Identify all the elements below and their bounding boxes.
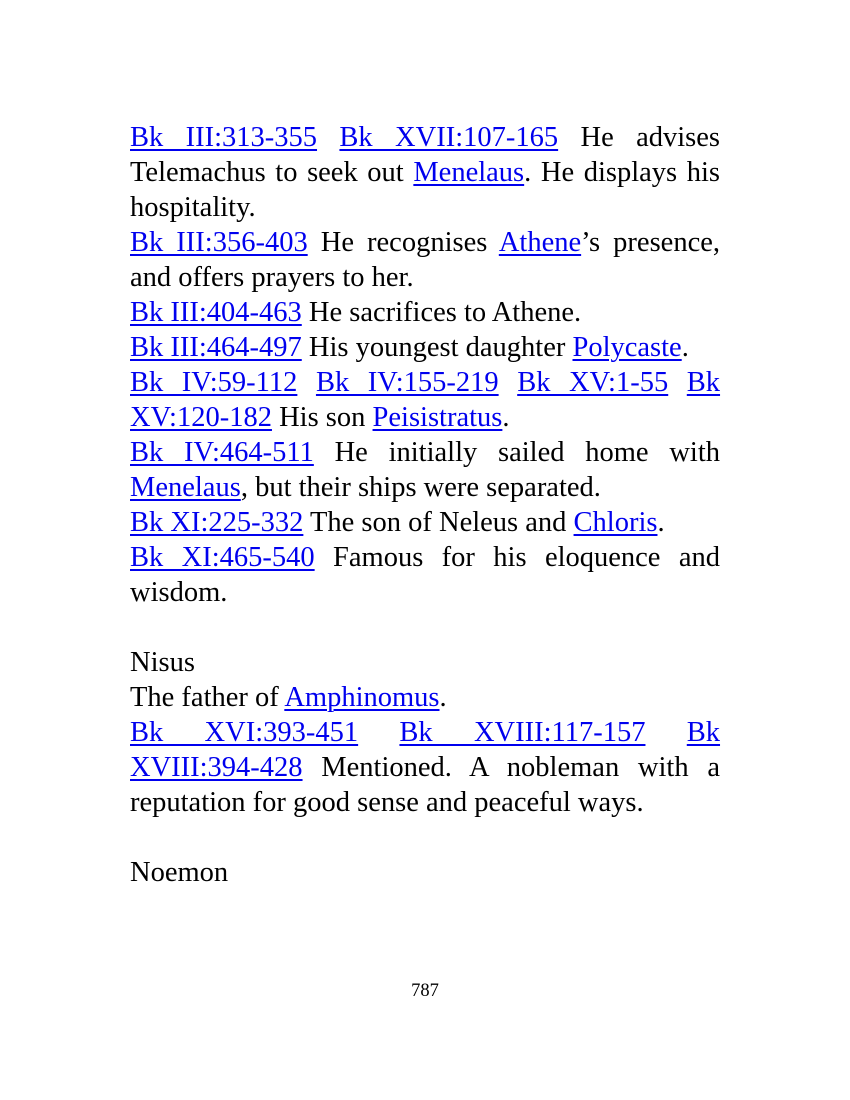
character-link-amphinomus[interactable]: Amphinomus [284, 682, 440, 713]
book-link[interactable]: Bk XVII:107-165 [339, 122, 559, 153]
entry-text: He recognises [307, 227, 499, 258]
entry-son-of-neleus [130, 505, 720, 540]
book-link[interactable]: Bk XI:225-332 [130, 507, 304, 538]
nisus-father-line [130, 680, 720, 715]
entry-eloquence [130, 540, 720, 610]
book-link[interactable]: Bk III:464-497 [130, 332, 302, 363]
book-link[interactable]: Bk XV:120-182 [130, 367, 721, 433]
entry-text: The son of Neleus and [303, 507, 574, 538]
book-link[interactable]: Bk III:356-403 [130, 227, 308, 258]
entry-text: ’s presence, and offers prayers to her. [130, 227, 720, 293]
page-body [130, 120, 720, 890]
book-link[interactable]: Bk XVIII:117-157 [399, 717, 646, 748]
book-link[interactable]: Bk XV:1-55 [517, 367, 669, 398]
character-link-menelaus[interactable]: Menelaus [413, 157, 525, 188]
book-link[interactable]: Bk XI:465-540 [130, 542, 315, 573]
nisus-mentions [130, 715, 720, 820]
entry-text: The father of [130, 682, 285, 713]
book-link[interactable]: Bk IV:59-112 [130, 367, 298, 398]
entry-text: He initially sailed home with [313, 437, 720, 468]
entry-heading-noemon: Noemon [130, 857, 229, 888]
entry-recognises-athene [130, 225, 720, 295]
book-link[interactable]: Bk XVIII:394-428 [130, 717, 721, 783]
character-link-athene[interactable]: Athene [498, 227, 582, 258]
book-link[interactable]: Bk IV:155-219 [315, 367, 499, 398]
character-link-chloris[interactable]: Chloris [573, 507, 658, 538]
entry-youngest-daughter [130, 330, 720, 365]
entry-text: . [657, 507, 665, 538]
entry-text: Famous for his eloquence and wisdom. [130, 542, 720, 608]
entry-text: . [439, 682, 447, 713]
entry-advises-telemachus [130, 120, 720, 225]
entry-text: He sacrifices to Athene. [301, 297, 582, 328]
character-link-menelaus[interactable]: Menelaus [130, 472, 241, 503]
book-link[interactable]: Bk XVI:393-451 [130, 717, 359, 748]
entry-text: His son [271, 402, 373, 433]
book-link[interactable]: Bk IV:464-511 [130, 437, 314, 468]
book-link[interactable]: Bk III:404-463 [130, 297, 302, 328]
entry-text: . [681, 332, 689, 363]
spacer [130, 820, 720, 855]
character-link-polycaste[interactable]: Polycaste [572, 332, 682, 363]
entry-text: . He displays his hospitality. [130, 157, 720, 223]
entry-text: He advises Telemachus to seek out [130, 122, 721, 188]
page-number: 787 [411, 981, 439, 1001]
entry-sailed-home [130, 435, 720, 505]
entry-text: , but their ships were separated. [240, 472, 601, 503]
entry-text: His youngest daughter [301, 332, 573, 363]
character-link-peisistratus[interactable]: Peisistratus [372, 402, 503, 433]
entry-son-peisistratus [130, 365, 720, 435]
entry-text: Mentioned. A nobleman with a reputation for good sense and peaceful ways. [130, 752, 720, 818]
book-link[interactable]: Bk III:313-355 [130, 122, 318, 153]
entry-heading-nisus: Nisus [130, 647, 195, 678]
entry-sacrifices [130, 295, 720, 330]
spacer [130, 610, 720, 645]
entry-text: . [502, 402, 510, 433]
